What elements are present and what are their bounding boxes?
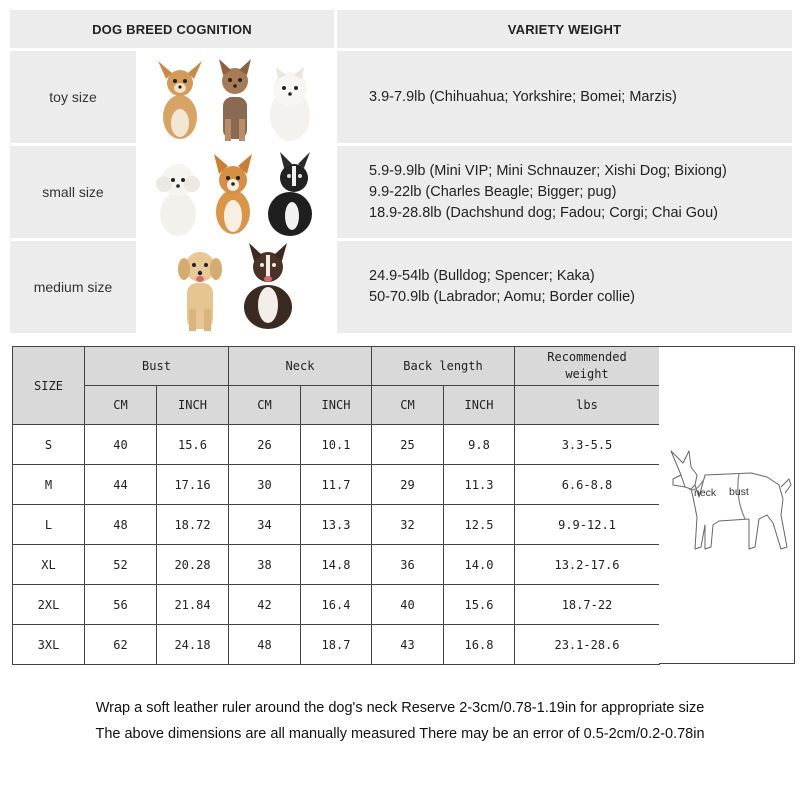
table-row	[13, 425, 660, 465]
neck-inch-cell: 18.7	[301, 625, 372, 665]
labrador-photo	[169, 243, 231, 333]
bust-cm-cell: 52	[85, 545, 157, 585]
table-row	[13, 625, 660, 665]
size-chart-table	[12, 346, 660, 665]
breed-weight-table	[10, 10, 792, 336]
back-cm-cell: 32	[372, 505, 444, 545]
neck-inch-cell: 16.4	[301, 585, 372, 625]
bust-inch-cell: 15.6	[157, 425, 229, 465]
weight-line: 50-70.9lb (Labrador; Aomu; Border collie)	[369, 289, 635, 305]
breed-size-label: medium size	[10, 241, 136, 333]
border-collie-photo	[235, 243, 301, 333]
table-row	[13, 585, 660, 625]
breed-table-header	[10, 10, 792, 48]
corgi-photo	[208, 152, 258, 238]
bust-inch-cell: 20.28	[157, 545, 229, 585]
breed-weights	[337, 146, 792, 238]
neck-cm-cell: 48	[229, 625, 301, 665]
small-dogs-image	[136, 146, 334, 238]
back-inch-cell: 15.6	[444, 585, 515, 625]
bust-cm-cell: 40	[85, 425, 157, 465]
measuring-guide-figure	[659, 346, 795, 664]
weight-cell: 9.9-12.1	[515, 505, 660, 545]
unit-inch: INCH	[301, 386, 372, 425]
breed-row-small	[10, 146, 792, 238]
breed-size-label: small size	[10, 146, 136, 238]
back-cm-cell: 29	[372, 465, 444, 505]
back-inch-cell: 14.0	[444, 545, 515, 585]
breed-weights	[337, 241, 792, 333]
neck-inch-cell: 11.7	[301, 465, 372, 505]
bust-inch-cell: 24.18	[157, 625, 229, 665]
french-bulldog-photo	[262, 152, 318, 238]
variety-weight-header: VARIETY WEIGHT	[337, 10, 792, 48]
unit-cm: CM	[372, 386, 444, 425]
back-cm-cell: 36	[372, 545, 444, 585]
neck-cm-cell: 34	[229, 505, 301, 545]
table-row	[13, 465, 660, 505]
breed-size-label: toy size	[10, 51, 136, 143]
size-column-header: SIZE	[13, 347, 85, 425]
toy-dogs-image	[136, 51, 334, 143]
weight-line: 18.9-28.8lb (Dachshund dog; Fadou; Corgi; Chai Gou)	[369, 204, 719, 221]
back-cm-cell: 40	[372, 585, 444, 625]
note-line-2: The above dimensions are all manually measured There may be an error of 0.5-2cm/0.2-0.78in	[95, 726, 705, 742]
neck-cm-cell: 30	[229, 465, 301, 505]
recommended-weight-header	[515, 347, 660, 386]
table-row	[13, 545, 660, 585]
breed-weights	[337, 51, 792, 143]
back-cm-cell: 43	[372, 625, 444, 665]
breed-row-toy	[10, 51, 792, 143]
neck-cm-cell: 26	[229, 425, 301, 465]
weight-line: 9.9-22lb (Charles Beagle; Bigger; pug)	[369, 183, 617, 200]
table-row	[13, 505, 660, 545]
neck-cm-cell: 42	[229, 585, 301, 625]
bust-cm-cell: 44	[85, 465, 157, 505]
bust-inch-cell: 17.16	[157, 465, 229, 505]
weight-cell: 13.2-17.6	[515, 545, 660, 585]
bust-cm-cell: 62	[85, 625, 157, 665]
size-cell: M	[13, 465, 85, 505]
recommended-weight-line2: weight	[565, 367, 609, 381]
bust-cm-cell: 56	[85, 585, 157, 625]
poodle-photo	[152, 152, 204, 238]
weight-cell: 23.1-28.6	[515, 625, 660, 665]
medium-dogs-image	[136, 241, 334, 333]
back-inch-cell: 16.8	[444, 625, 515, 665]
back-inch-cell: 12.5	[444, 505, 515, 545]
pomeranian-photo	[264, 57, 316, 143]
back-length-header: Back length	[372, 347, 515, 386]
neck-inch-cell: 14.8	[301, 545, 372, 585]
note-line-1: Wrap a soft leather ruler around the dog's neck Reserve 2-3cm/0.78-1.19in for appropriate size	[95, 700, 705, 716]
dog-outline-icon	[659, 347, 795, 665]
breed-cognition-header: DOG BREED COGNITION	[10, 10, 334, 48]
unit-inch: INCH	[444, 386, 515, 425]
bust-header: Bust	[85, 347, 229, 386]
back-inch-cell: 11.3	[444, 465, 515, 505]
yorkshire-photo	[210, 57, 260, 143]
bust-label: bust	[729, 486, 749, 498]
neck-label: neck	[694, 487, 717, 499]
size-cell: XL	[13, 545, 85, 585]
bust-inch-cell: 21.84	[157, 585, 229, 625]
unit-lbs: lbs	[515, 386, 660, 425]
neck-inch-cell: 13.3	[301, 505, 372, 545]
weight-line: 5.9-9.9lb (Mini VIP; Mini Schnauzer; Xishi Dog; Bixiong)	[369, 162, 727, 179]
unit-inch: INCH	[157, 386, 229, 425]
weight-cell: 18.7-22	[515, 585, 660, 625]
back-inch-cell: 9.8	[444, 425, 515, 465]
neck-inch-cell: 10.1	[301, 425, 372, 465]
unit-cm: CM	[229, 386, 301, 425]
breed-row-medium	[10, 241, 792, 333]
unit-cm: CM	[85, 386, 157, 425]
size-cell: 2XL	[13, 585, 85, 625]
neck-header: Neck	[229, 347, 372, 386]
size-cell: S	[13, 425, 85, 465]
size-cell: L	[13, 505, 85, 545]
recommended-weight-line1: Recommended	[547, 350, 627, 364]
bust-inch-cell: 18.72	[157, 505, 229, 545]
chihuahua-photo	[154, 57, 206, 143]
weight-line: 24.9-54lb (Bulldog; Spencer; Kaka)	[369, 268, 595, 284]
size-table-units-row	[13, 386, 660, 425]
size-table-header-row	[13, 347, 660, 386]
size-cell: 3XL	[13, 625, 85, 665]
bust-cm-cell: 48	[85, 505, 157, 545]
weight-cell: 6.6-8.8	[515, 465, 660, 505]
back-cm-cell: 25	[372, 425, 444, 465]
weight-line: 3.9-7.9lb (Chihuahua; Yorkshire; Bomei; Marzis)	[369, 88, 677, 105]
neck-cm-cell: 38	[229, 545, 301, 585]
weight-cell: 3.3-5.5	[515, 425, 660, 465]
